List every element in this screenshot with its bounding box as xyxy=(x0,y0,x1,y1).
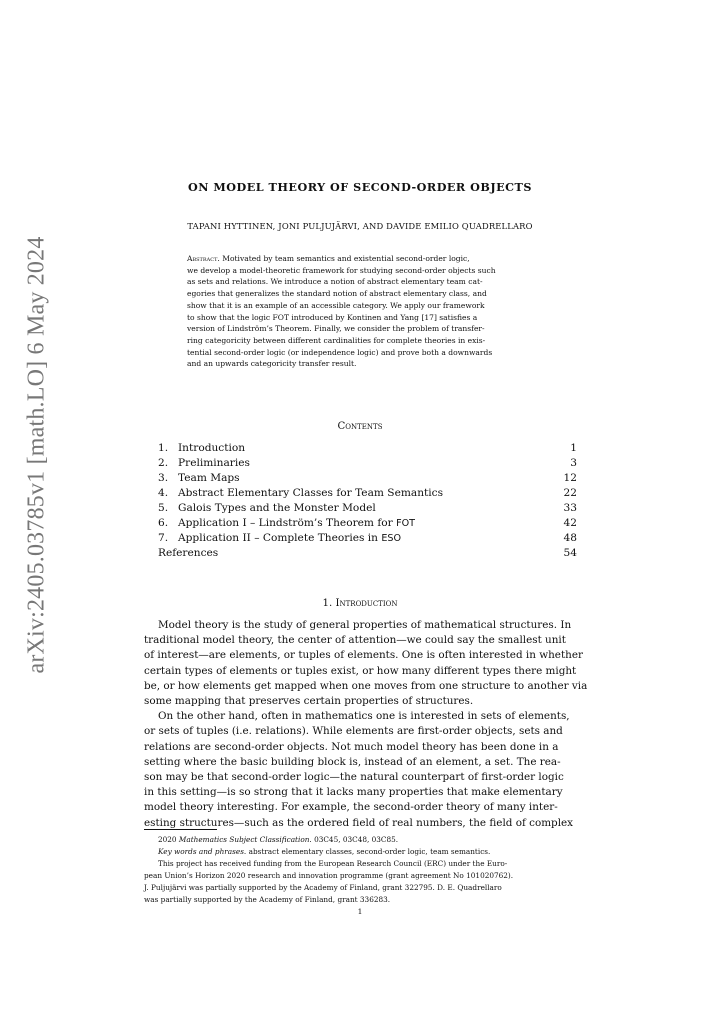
msc-footnote: 2020 Mathematics Subject Classification. 03C45, 03C48, 03C85. xyxy=(158,835,399,844)
toc-number: 6. xyxy=(158,517,169,529)
paragraph-line: On the other hand, often in mathematics one is interested in sets of elements, xyxy=(158,710,570,723)
arxiv-identifier-text: arXiv:2405.03785v1 [math.LO] 6 May 2024 xyxy=(23,236,50,674)
abstract-label: Abstract. xyxy=(187,254,220,263)
abstract-line: show that it is an example of an accessible category. We apply our framework xyxy=(187,300,485,310)
toc-entry[interactable] xyxy=(158,516,577,531)
section-heading: 1. Introduction xyxy=(322,598,398,609)
toc-number: 4. xyxy=(158,487,169,499)
toc-label: References xyxy=(158,547,219,559)
paragraph-line: relations are second-order objects. Not much model theory has been done in a xyxy=(144,740,559,753)
abstract-line: version of Lindström’s Theorem. Finally, we consider the problem of transfer- xyxy=(187,324,485,334)
toc-page: 1 xyxy=(570,442,577,454)
page-number: 1 xyxy=(357,907,363,916)
logic-name: FOT xyxy=(396,518,415,529)
toc-page: 33 xyxy=(563,502,577,514)
paragraph-line: son may be that second-order logic—the natural counterpart of first-order logic xyxy=(144,771,564,784)
paper-authors: TAPANI HYTTINEN, JONI PULJUJÄRVI, AND DAVIDE EMILIO QUADRELLARO xyxy=(187,221,533,231)
abstract-line: as sets and relations. We introduce a notion of abstract elementary team cat- xyxy=(187,277,483,287)
abstract-line: to show that the logic FOT introduced by Kontinen and Yang [17] satisfies a xyxy=(187,312,478,322)
abstract-line: and an upwards categoricity transfer result. xyxy=(187,359,357,369)
paragraph-line: certain types of elements or tuples exist, or how many different types there might xyxy=(144,664,577,677)
toc-label: Preliminaries xyxy=(178,457,250,469)
funding-line: was partially supported by the Academy of Finland, grant 336283. xyxy=(144,895,391,904)
toc-label: Application I – Lindström’s Theorem for FOT xyxy=(178,517,415,529)
funding-line: J. Puljujärvi was partially supported by the Academy of Finland, grant 322795. D. E. Quadrellaro xyxy=(144,883,502,892)
logic-name: ESO xyxy=(381,533,402,544)
toc-entry[interactable] xyxy=(158,441,577,456)
paragraph-line: of interest—are elements, or tuples of elements. One is often interested in whether xyxy=(144,649,583,662)
paragraph-line: some mapping that preserves certain properties of structures. xyxy=(144,695,474,708)
toc-page: 42 xyxy=(563,517,577,529)
toc-page: 12 xyxy=(563,472,577,484)
toc-page: 22 xyxy=(563,487,577,499)
toc-label: Introduction xyxy=(178,442,246,454)
toc-page: 3 xyxy=(570,457,577,469)
paragraph-line: model theory interesting. For example, the second-order theory of many inter- xyxy=(144,801,558,814)
toc-entry[interactable] xyxy=(158,456,577,471)
toc-entry[interactable] xyxy=(158,531,577,546)
contents-heading: Contents xyxy=(337,421,383,432)
toc-label: Team Maps xyxy=(178,472,240,484)
toc-number: 2. xyxy=(158,457,169,469)
toc-label: Application II – Complete Theories in ESO xyxy=(178,532,402,544)
abstract-line: tential second-order logic (or independence logic) and prove both a downwards xyxy=(187,347,493,357)
toc-entry[interactable] xyxy=(158,471,577,486)
abstract-line: Abstract. Motivated by team semantics and existential second-order logic, xyxy=(187,254,470,263)
toc-number: 5. xyxy=(158,502,169,514)
section-body xyxy=(144,618,588,831)
funding-line: This project has received funding from the European Research Council (ERC) under the Euro- xyxy=(158,859,508,868)
paragraph-line: setting where the basic building block is, instead of an element, a set. The rea- xyxy=(144,755,561,768)
paper-title: ON MODEL THEORY OF SECOND-ORDER OBJECTS xyxy=(188,180,532,194)
footnotes xyxy=(144,834,578,906)
toc-page: 54 xyxy=(563,547,577,559)
toc-entry[interactable] xyxy=(158,546,577,561)
toc-number: 3. xyxy=(158,472,169,484)
toc-entry[interactable] xyxy=(158,486,577,501)
paragraph-line: Model theory is the study of general properties of mathematical structures. In xyxy=(158,619,572,631)
paragraph-line: traditional model theory, the center of attention—we could say the smallest unit xyxy=(144,634,566,647)
keywords-footnote: Key words and phrases. abstract elementary classes, second-order logic, team semantics. xyxy=(158,847,491,856)
abstract-line: ring categoricity between different cardinalities for complete theories in exis- xyxy=(187,335,486,345)
toc-number: 7. xyxy=(158,532,169,544)
paragraph-line: in this setting—is so strong that it lacks many properties that make elementary xyxy=(144,786,563,799)
toc-entry[interactable] xyxy=(158,501,577,516)
abstract-line: we develop a model-theoretic framework for studying second-order objects such xyxy=(187,265,496,275)
table-of-contents xyxy=(158,441,577,561)
toc-label: Galois Types and the Monster Model xyxy=(178,502,376,514)
footnote-rule xyxy=(144,829,217,830)
paragraph-line: or sets of tuples (i.e. relations). While elements are first-order objects, sets and xyxy=(144,725,563,738)
paragraph-line: be, or how elements get mapped when one moves from one structure to another via xyxy=(144,679,588,692)
toc-label: Abstract Elementary Classes for Team Semantics xyxy=(178,487,444,499)
abstract xyxy=(187,253,534,370)
toc-number: 1. xyxy=(158,442,169,454)
funding-line: pean Union’s Horizon 2020 research and innovation programme (grant agreement No 101020762). xyxy=(144,871,514,880)
paragraph-line: esting structures—such as the ordered field of real numbers, the field of complex xyxy=(144,816,574,829)
abstract-line: egories that generalizes the standard notion of abstract elementary class, and xyxy=(187,289,487,299)
toc-page: 48 xyxy=(563,532,577,544)
arxiv-identifier xyxy=(20,236,54,674)
